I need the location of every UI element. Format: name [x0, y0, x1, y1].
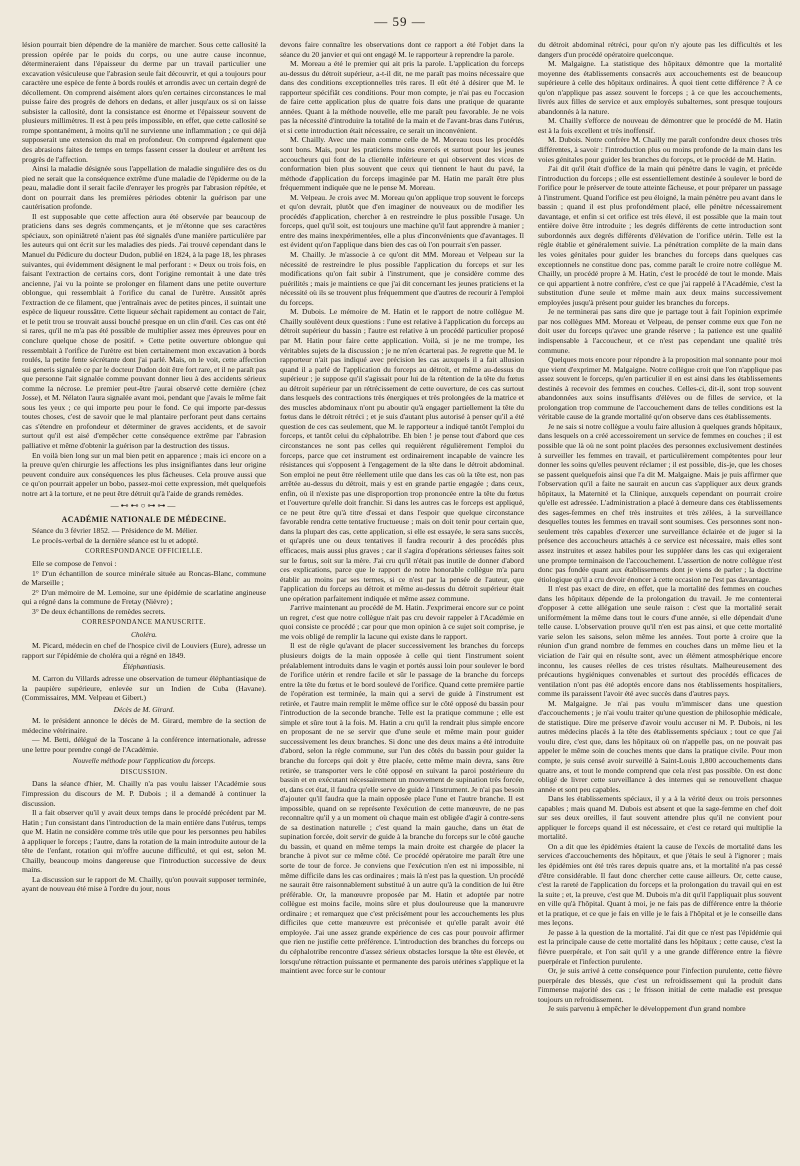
paragraph: M. Moreau a été le premier qui ait pris la parole. L'application du forceps au-dessus du détroit supérieur, a-t-il dit, ne me paraît pas moins nécessaire que dans des conditions exceptionnelles très rares. Il eût été à désirer que M. le rapporteur spécifiât ces conditions. Pour mon compte, je n'ai pas eu l'occasion de faire cette application plus de quatre fois dans une pratique de quarante années. Quant à la méthode nouvelle, elle me paraît peu favorable. Je ne vois pas la nécessité d'introduire la totalité de la main et de l'avant-bras dans l'utérus, et si cette introduction était nécessaire, ce serait un inconvénient.	[280, 59, 524, 135]
paragraph: La discussion sur le rapport de M. Chailly, qu'on pouvait supposer terminée, ayant de nouveau été mise à l'ordre du jour, nous	[22, 874, 266, 894]
paragraph: M. Malgaigne. Je n'ai pas voulu m'immiscer dans une question d'accouchements ; je n'ai voulu traiter qu'une question de philosophie médicale, de statistique. Dire me préserve d'avoir voulu accuser ni M. P. Dubois, ni les autres médecins placés à la tête des établissements spéciaux ; tout ce que j'ai voulu dire, c'est que, dans les hôpitaux où on n'appelle pas, on ne pouvait pas appeler le même soin de couches ments que dans la pratique civile. Pour mon compte, je suis censé avoir surveillé à Saint-Louis 1,800 accouchements dans quatre ans, et tout le monde comprend que cela n'est pas possible. On est donc obligé de livrer cette surveillance à des internes qui se renouvellent chaque année et sont peu capables.	[538, 698, 782, 794]
paragraph: 2° D'un mémoire de M. Lemoine, sur une épidémie de scarlatine angineuse qui a régné dans la commune de Fretay (Nièvre) ;	[22, 587, 266, 607]
paragraph: Il est supposable que cette affection aura été observée par beaucoup de praticiens dans ses degrés commençants, et je m'étonne que ses caractères spéciaux, son opiniâtreté n'aient pas été signalés d'une manière particulière par les auteurs qui ont écrit sur les maladies des pieds. J'ai trouvé cependant dans le Manuel du Pédicure du docteur Dudon, publié en 1824, à la page 18, les phrases suivantes, qui évidemment désignent le mal perforant : « Deux ou trois fois, en faisant l'extraction de certains cors, dont l'origine remontait à une date très ancienne, j'ai vu la pointe se prolonger en filament dans une petite ouverture oblongue, qui ressemblait à l'orifice du canal de l'urètre. Aussitôt après l'extraction de ce filament, que j'entraînais avec de petites pinces, il suintait une espèce de liqueur roussâtre. Cette liqueur séchait rapidement au contact de l'air, et le petit trou se trouvait aussi bouché presque en un clin d'œil. Ces cas ont été si rares, qu'il ne m'a pas été possible de multiplier assez mes épreuves pour en conclure quelque chose de positif. » Cette petite ouverture oblongue qui ressemblait à l'orifice de l'urètre est bien certainement mon excavation à bords roulés, la petite fente sécrétante dont j'ai parlé. Mais, on le voit, cette affection sui generis signalée ce par le docteur Dudon doit être fort rare, et il ne paraît pas que personne l'ait signalée comme pouvant donner lieu à des accidents sérieux comme la nécrose. Le premier peut-être j'aurai observé cette dernière (chez Josse), et M. Nélaton l'aura signalée avant moi, pendant que j'avais le même fait sous les yeux ; ce qui importe peu pour le fond. Ce qui importe par-dessus toutes choses, c'est de savoir que le mal plantaire perforant peut dans certains cas s'étendre en profondeur et déterminer de graves accidents, et de savoir surtout qu'il est aisé d'empêcher cette conséquence extrême par l'abrasion palliative et même d'obtenir la guérison par la destruction des tissus.	[22, 211, 266, 450]
paragraph: En voilà bien long sur un mal bien petit en apparence ; mais ici encore on a la preuve qu'en chirurgie les affections les plus insignifiantes dans leur origine peuvent conduire aux conséquences les plus fâcheuses. Cela prouve aussi que ce qu'on pourrait appeler un bobo, passez-moi cette expression, mét quelquefois notre art à la torture, et ne peut être détruit qu'à l'aide de grands remèdes.	[22, 450, 266, 498]
paragraph: Il n'est pas exact de dire, en effet, que la mortalité des femmes en couches dans les hôpitaux dépende de la prolongation du travail. Je me contenterai d'opposer à cette allégation une seule raison : c'est que la mortalité serait uniformément la même dans tout le cours d'une année, si elle dépendait d'une telle cause. L'observation prouve qu'il n'en est pas ainsi, et que cette mortalité varie selon les saisons, selon même les années. Tout porte à croire que la réunion d'un grand nombre de femmes en couches dans un même lieu et la viciation de l'air qui en résulte sont, avec un élément atmosphérique encore inconnu, les causes réelles de ces tristes résultats. Malheureusement des précautions hygiéniques convenables et surtout des procédés efficaces de ventilation n'ont pas été adoptés encore dans nos établissements hospitaliers, comme ils paraissent l'avoir été avec succès dans d'autres pays.	[538, 584, 782, 699]
paragraph: Il est de règle qu'avant de placer successivement les branches du forceps plusieurs doigts de la main opposée à celle qui tient l'instrument soient préalablement introduits dans le vagin et portés aussi loin pour soulever le bord de l'orifice utérin et rendre facile et sûr le passage de la branche du forceps entre la tête du fœtus et le bord soulevé de l'orifice. Quand cette première partie de l'opération est terminée, la main qui a servi de guide à l'instrument est retirée, et l'autre main remplit le même office sur le côté opposé du bassin pour l'introduction de la seconde branche. Telle est la pratique commune ; elle est simple et sûre tout à la fois. M. Hatin a cru qu'il la rendrait plus simple encore en proposant de ne se servir que d'une seule et même main pour guider successivement les deux branches. Si donc une des deux mains a été introduite d'abord, selon la règle commune, sur l'un des côtés du bassin pour guider la branche du forceps qui doit y être placée, cette même main devra, sans être retirée, se transporter vers le côté opposé en suivant la paroi postérieure du bassin et en exécutant nécessairement un mouvement de supination très forcée, et, dans cet état, il faudra qu'elle serve de guide à l'instrument. Je n'ai pas besoin d'ajouter qu'il faudra que la main opposée place l'une et l'autre branche. Il est impossible, quand on se représente l'exécution de cette manœuvre, de ne pas reconnaître qu'il y a un moment où chaque main est obligée d'agir à contre-sens de sa destination naturelle ; c'est quand la main gauche, dans un état de supination forcée, doit servir de guide à la branche du forceps sur le côté gauche du bassin, et quand en même temps la main droite est chargée de placer la branche à pivot sur ce même côté. Ce procédé opératoire me paraît être une sorte de tour de force. Je conviens que l'exécution n'en est ni impossible, ni même difficile dans les cas ordinaires ; mais là n'est pas la question. Un procédé ne saurait être raisonnablement substitué à un autre qu'à la condition de lui être préférable. Or, la manœuvre proposée par M. Hatin et adoptée par notre collègue est moins facile, moins sûre et plus douloureuse que la manœuvre ordinaire ; et remarquez que c'est précisément pour les accouchements les plus difficiles que cette manœuvre est préconisée et qu'elle paraît avoir été employée. J'ai une assez grande expérience de ces cas pour pouvoir affirmer que rien ne justifie cette préférence. L'introduction des branches du forceps ou du céphalotribe rencontre d'assez sérieux obstacles lorsque la tête est élevée, et lorsqu'une rétraction puissante et permanente des parois utérines s'applique et la maintient avec force sur le contour	[280, 641, 524, 976]
column-3	[538, 40, 782, 1152]
page-number: — 59 —	[374, 14, 426, 29]
paragraph: M. Dubois. Le mémoire de M. Hatin et le rapport de notre collègue M. Chailly soulèvent deux questions : l'une est relative à l'application du forceps au détroit supérieur du bassin ; l'autre est relative à un procédé particulier proposé par M. Hatin pour faire cette application. Voilà, si je ne me trompe, les véritables sujets de la discussion ; je ne m'en écarterai pas. Je regrette que M. le rapporteur n'ait pas indiqué avec précision les cas auxquels il a fait allusion quand il a parlé de l'application du forceps au détroit, et même au-dessus du supérieur ; je suppose qu'il s'agissait pour lui de la rétention de la tête du fœtus au détroit supérieur par un rétrécissement de cette ouverture, de ces cas surtout dans lesquels des contractions très énergiques et très prolongées de la matrice et des muscles abdominaux n'ont pu aboutir qu'à engager partiellement la tête du fœtus dans le détroit rétréci ; et je suis d'autant plus autorisé à penser qu'il a été question de ces cas seulement, que M. le rapporteur a indiqué tantôt l'emploi du forceps, et tantôt celui du céphalotribe. Eh bien ! je pense tout d'abord que ces circonstances ne sont pas celles qui requièrent régulièrement l'emploi du forceps, parce que cet instrument est ordinairement incapable de vaincre les résistances qui s'opposent à l'engagement de la tête dans le détroit abdominal. Son emploi ne peut être réellement utile que dans les cas où la tête est, non pas arrêtée au-dessus du détroit, mais y est en grande partie engagée ; dans ceux, enfin, où il n'existe pas une disproportion trop prononcée entre la tête du fœtus et l'ouverture qu'elle doit franchir. Si dans les autres cas le forceps est appliqué, ce ne peut être qu'à titre d'essai et dans l'espoir que quelque circonstance favorable rendra cette tentative fructueuse ; mais on doit tenir pour certain que, dans la plupart des cas, cette application, si elle est essayée, le sera sans succès, et qu'après une ou deux tentatives il faudra recourir à des procédés plus efficaces, mais aussi plus graves ; car il s'agira d'opérations sérieuses faites soit sur le fœtus, soit sur la mère. J'ai cru qu'il n'était pas inutile de donner d'abord ces explications, parce que le rapport de notre honorable collègue m'a paru établir au moins par ses termes, si ce n'est par la pensée de l'auteur, que l'application du forceps au détroit et même au-dessus du détroit supérieur était une opération parfaitement indiquée et même assez commune.	[280, 307, 524, 603]
death-subtitle: Décès de M. Girard.	[113, 704, 175, 714]
paragraph: Quelques mots encore pour répondre à la proposition mal sonnante pour moi que vient d'exprimer M. Malgaigne. Notre collègue croit que l'on n'applique pas assez souvent le forceps, qu'en particulier il en est ainsi dans les établissements destinés à recevoir des femmes en couches. Celles-ci, dit-il, sont trop souvent abandonnées aux soins insuffisants d'élèves ou de filles de service, et la prolongation trop commune de l'accouchement dans de telles conditions est la véritable cause de la grande mortalité qu'on observe dans ces établissements.	[538, 355, 782, 422]
paragraph: lésion pourrait bien dépendre de la manière de marcher. Sous cette callosité la pression opérée par le poids du corps, ou une autre cause inconnue, détermineraient dans l'épaisseur du derme par un travail particulier une excavation vésiculeuse que l'abrasion seule fait découvrir, et qui a toujours pour caractère une espèce de fente à bords roulés et arrondis avec un certain degré de décollement. On comprend aisément alors qu'en certaines circonstances le mal puisse faire des progrès de dehors en dedans, et aller jusqu'aux os si on laisse subsister la callosité, dont la consistance est énorme et l'épaisseur souvent de plusieurs millimètres. Il est à peu près impossible, en effet, que cette callosité se rompe spontanément, à moins qu'il ne survienne une inflammation ; ce qui déjà supposerait une extension du mal en profondeur. On comprend également que des abrasions faites de temps en temps fassent cesser la douleur et arrêtent les progrès de l'affection.	[22, 40, 266, 164]
discussion-title: DISCUSSION.	[120, 768, 168, 776]
paragraph: — M. Betti, délégué de la Toscane à la conférence internationale, adresse une lettre pour prendre congé de l'Académie.	[22, 735, 266, 754]
paragraph: M. Dubois. Notre confrère M. Chailly me paraît confondre deux choses très différentes, à savoir : l'introduction plus ou moins profonde de la main dans les voies génitales pour guider les branches du forceps, et le procédé de M. Hatin.	[538, 135, 782, 164]
paragraph: On a dit que les épidémies étaient la cause de l'excès de mortalité dans les services d'accouchements des hôpitaux, et que j'étais le seul à l'ignorer ; mais les épidémies ont été très rares depuis quatre ans, et la mortalité n'a pas cessé d'être considérable. Il faut donc chercher cette cause ailleurs. Or, cette cause, c'est la rareté de l'application du forceps et la prolongation du travail qui en est la suite ; et, la preuve, c'est que M. Dubois m'a dit qu'il l'appliquait plus souvent en ville qu'à l'hôpital. Quant à moi, je ne fais pas de différence entre la théorie et la pratique, et ce que je fais en ville je le fais à l'hôpital et je le conseille dans mes leçons.	[538, 841, 782, 928]
academy-title: ACADÉMIE NATIONALE DE MÉDECINE.	[61, 514, 227, 524]
paragraph: Je suis parvenu à empêcher le développement d'un grand nombre	[548, 1004, 746, 1014]
paragraph: Ainsi la maladie désignée sous l'appellation de maladie singulière des os du pied ne serait que la conséquence extrême d'une maladie de l'épiderme ou de la peau, maladie dont il serait facile d'enrayer les progrès par l'abrasion répétée, et dont on pourrait dans les premières périodes obtenir la guérison par une cautérisation profonde.	[22, 164, 266, 212]
paragraph: 1° D'un échantillon de source minérale située au Roncas-Blanc, commune de Marseille ;	[22, 568, 266, 588]
paragraph: Je ne terminerai pas sans dire que je partage tout à fait l'opinion exprimée par nos collègues MM. Moreau et Velpeau, de penser comme eux que l'on ne doit user du forceps qu'avec une grande réserve ; la patience est une qualité indispensable à l'accoucheur, et ce n'est pas cependant une qualité très commune.	[538, 307, 782, 355]
paragraph: Je passe à la question de la mortalité. J'ai dit que ce n'est pas l'épidémie qui est la principale cause de cette mortalité dans les hôpitaux ; cette cause, c'est la fièvre puerpérale, et l'on sait qu'il y a une grande différence entre la fièvre puerpérale et l'infection purulente.	[538, 927, 782, 966]
forceps-subtitle: Nouvelle méthode pour l'application du forceps.	[72, 756, 216, 766]
paragraph: M. Carron du Villards adresse une observation de tumeur éléphantiasique de la paupière supérieure, enlevée sur un Indien de Cuba (Havane). (Commissaires, MM. Velpeau et Gibert.)	[22, 674, 266, 703]
paragraph: du détroit abdominal rétréci, pour qu'on n'y ajoute pas les difficultés et les dangers d'un procédé opératoire quelconque.	[538, 40, 782, 59]
manuscript-correspondence-title: CORRESPONDANCE MANUSCRITE.	[81, 619, 207, 627]
paragraph: Dans la séance d'hier, M. Chailly n'a pas voulu laisser l'Académie sous l'impression du discours de M. P. Dubois ; il a demandé à continuer la discussion.	[22, 779, 266, 808]
session-line: Séance du 3 février 1852. — Présidence de M. Mélier.	[32, 526, 198, 536]
paragraph: M. Chailly s'efforce de nouveau de démontrer que le procédé de M. Hatin est à la fois excellent et très inoffensif.	[538, 116, 782, 135]
paragraph: 3° De deux échantillons de remèdes secrets.	[32, 606, 166, 616]
paragraph: Dans les établissements spéciaux, il y a à la vérité deux ou trois personnes capables ; mais quand M. Dubois est absent et que la sage-femme en chef doit sur ses deux oreilles, il faut souvent attendre plus qu'il ne convient pour appliquer le forceps quand il est nécessaire, et c'est ce retard qui multiplie la mortalité.	[538, 794, 782, 842]
column-2	[280, 40, 524, 1152]
paragraph: Or, je suis arrivé à cette conséquence pour l'infection purulente, cette fièvre puerpérale des blessés, que c'est un refroidissement qui la produit dans l'immense majorité des cas ; le frisson initial de cette maladie est presque toujours un refroidissement.	[538, 966, 782, 1004]
minutes-line: Le procès-verbal de la dernière séance est lu et adopté.	[32, 535, 199, 545]
paragraph: J'arrive maintenant au procédé de M. Hatin. J'exprimerai encore sur ce point un regret, c'est que notre collègue n'ait pas cru devoir rappeler à l'Académie en quoi consiste ce procédé ; car pour que mon opinion à ce sujet soit comprise, je me vois obligé de remplir la lacune qui existe dans le rapport.	[280, 603, 524, 641]
paragraph: Il a fait observer qu'il y avait deux temps dans le procédé précédent par M. Hatin ; l'un consistant dans l'introduction de la main entière dans l'utérus, temps que M. Hatin ne considère comme très utile que pour les personnes peu habiles à appliquer le forceps ; l'autre, dans la rotation de la main introduite autour de la tête de l'enfant, rotation qui m'offre aucune difficulté, et qui est, selon M. Chailly, beaucoup moins dangereuse que l'introduction successive de deux mains.	[22, 808, 266, 875]
column-1	[22, 40, 266, 1152]
paragraph: Elle se compose de l'envoi :	[32, 558, 117, 568]
text-columns	[22, 40, 782, 1152]
section-ornament: —⊷⊷○⊶⊶—	[110, 501, 178, 511]
paragraph: devons faire connaître les observations dont ce rapport a été l'objet dans la séance du 20 janvier et qui ont engagé M. le rapporteur à reprendre la parole.	[280, 40, 524, 59]
paragraph: M. Velpeau. Je crois avec M. Moreau qu'on applique trop souvent le forceps et qu'on devrait, plutôt que d'en imaginer de nouveaux ou de modifier les procédés d'application, chercher à en restreindre le plus possible l'usage. Un forceps, quel qu'il soit, est toujours une machine qu'il faut apprendre à manier ; entre des mains inexpérimentées, elle a plus d'inconvénients que d'avantages. Il est évident qu'on l'applique dans bien des cas où l'on pourrait s'en passer.	[280, 192, 524, 250]
paragraph: Je ne sais si notre collègue a voulu faire allusion à quelques grands hôpitaux, dans lesquels on a créé accessoirement un service de femmes en couches ; il est possible que là où ne sont point placées des personnes exclusivement destinées à surveiller les femmes en travail, et particulièrement compétentes pour leur donner les soins qu'elles peuvent réclamer ; il est possible, dis-je, que les choses se passent quelquefois ainsi que l'a dit M. Malgaigne. Mais je puis affirmer que l'observation qu'il a faite ne saurait en aucun cas s'appliquer aux deux grands hôpitaux, la Maternité et la Clinique, auxquels cependant on pourrait croire qu'elle est adressée. L'administration a placé à demeure dans ces établissements des sages-femmes en chef très instruites et très zélées, à la surveillance desquelles toutes les femmes en travail sont soumises. Ces personnes sont non-seulement très capables d'exercer une surveillance éclairée et de juger si la présence des accoucheurs attachés à ce service est nécessaire, mais elles sont assez instruites et assez habiles pour les suppléer dans les cas qui exigeraient une prompte terminaison de l'accouchement. L'assertion de notre collègue n'est donc pas fondée quant aux établissements dont je viens de parler ; la doctrine étiologique qu'il a cru devoir énoncer à cette occasion ne l'est pas davantage.	[538, 421, 782, 584]
paragraph: M. Chailly. Je m'associe à ce qu'ont dit MM. Moreau et Velpeau sur la nécessité de restreindre le plus possible l'application du forceps et sur les modifications qu'on fait subir à l'instrument, que je considère comme des puérilités ; mais je maintiens ce que j'ai dit concernant les jeunes praticiens et la nécessité où ils se trouvent plus fréquemment que d'autres de recourir à l'emploi du forceps.	[280, 250, 524, 307]
paragraph: M. Picard, médecin en chef de l'hospice civil de Louviers (Eure), adresse un rapport sur l'épidémie de choléra qui a régné en 1849.	[22, 641, 266, 660]
elephantiasis-subtitle: Éléphantiasis.	[122, 662, 166, 672]
paragraph: M. Malgaigne. La statistique des hôpitaux démontre que la mortalité moyenne des établissements consacrés aux accouchements est de beaucoup supérieure à celle des hôpitaux ordinaires. À quoi tient cette différence ? À ce qu'on n'applique pas assez souvent le forceps ; à ce que les accouchements, livrés aux filles de service et aux employés subalternes, sont presque toujours abandonnés à la nature.	[538, 59, 782, 116]
paragraph: M. le président annonce le décès de M. Girard, membre de la section de médecine vétérinaire.	[22, 716, 266, 735]
paragraph: J'ai dit qu'il était d'office de la main qui pénètre dans le vagin, et précède l'introduction du forceps ; elle est essentiellement destinée à soulever le bord de l'orifice pour le préserver de toute atteinte fâcheuse, et pour préparer un passage à l'instrument. Quand l'orifice est peu éloigné, la main pénètre peu avant dans le bassin ; quand il est plus profondément placé, elle pénètre nécessairement davantage, et enfin si cet orifice est très élevé, il est possible que la main tout entière doive être introduite ; les degrés différents de cette introduction sont subordonnés aux degrés différents d'élévation de l'orifice utérin. Telle est la règle établie et généralement suivie. La pénétration complète de la main dans les voies génitales pour guider les branches du forceps dans quelques cas exceptionnels ne constitue donc pas, comme paraît le croire notre collègue M. Chailly, un procédé propre à M. Hatin, c'est le procédé de tout le monde. Mais ce qui appartient à notre confrère, c'est ce que j'ai rappelé à l'Académie, c'est la substitution d'une seule et même main aux deux mains successivement employées jusqu'à présent pour guider les branches du forceps.	[538, 164, 782, 307]
official-correspondence-title: CORRESPONDANCE OFFICIELLE.	[85, 548, 203, 556]
paragraph: M. Chailly. Avec une main comme celle de M. Moreau tous les procédés sont bons. Mais, pour les praticiens moins exercés et surtout pour les jeunes accoucheurs qui font de la clientèle inférieure et qui observent des vices de conformation bien plus souvent que ceux qui tiennent le haut du pavé, la méthode d'application du forceps imaginée par M. Hatin me paraît être plus fréquemment indiquée que ne le pense M. Moreau.	[280, 135, 524, 193]
cholera-subtitle: Choléra.	[130, 629, 158, 639]
